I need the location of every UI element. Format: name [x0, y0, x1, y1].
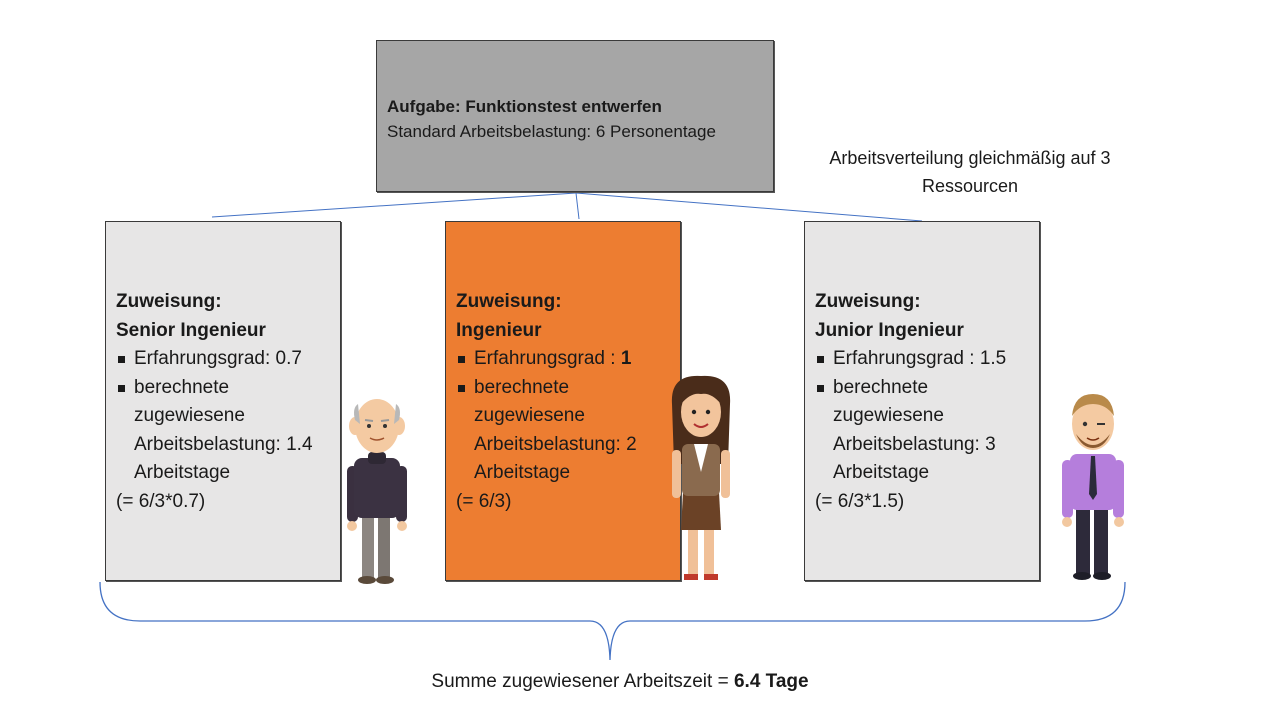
experience-value: 1 [620, 348, 632, 369]
connector-line-left [212, 193, 576, 217]
connector-line-center [576, 193, 579, 219]
resource-role: Senior Ingenieur [116, 319, 266, 341]
senior-man-icon [340, 390, 416, 586]
sum-text [300, 668, 940, 696]
resource-role: Junior Ingenieur [815, 319, 964, 341]
experience-item: Erfahrungsgrad: 0.7 [116, 345, 330, 374]
workload-item: berechnete zugewiesene Arbeitsbelastung: 3 Arbeitstage [815, 374, 1029, 488]
resource-heading: Zuweisung: [815, 291, 921, 312]
sum-bracket [100, 582, 1125, 660]
experience-value: 0.7 [275, 348, 302, 369]
workload-item: berechnete zugewiesene Arbeitsbelastung: 1.4 Arbeitstage [116, 374, 330, 488]
resource-box-junior [804, 221, 1040, 581]
resource-role: Ingenieur [456, 319, 542, 341]
workload-value: 1.4 Arbeitstage [134, 433, 313, 483]
experience-item: Erfahrungsgrad : 1 [456, 345, 670, 374]
task-workload: Standard Arbeitsbelastung: 6 Personentage [387, 122, 716, 141]
distribution-note: Arbeitsverteilung gleichmäßig auf 3 Ressourcen [829, 148, 1111, 196]
sum-value: 6.4 Tage [733, 671, 809, 692]
woman-icon [666, 374, 736, 584]
workload-item: berechnete zugewiesene Arbeitsbelastung: 2 Arbeitstage [456, 374, 670, 488]
formula: (= 6/3*1.5) [815, 490, 905, 512]
task-box [376, 40, 774, 192]
formula: (= 6/3*0.7) [116, 490, 206, 512]
resource-box-senior [105, 221, 341, 581]
experience-item: Erfahrungsgrad : 1.5 [815, 345, 1029, 374]
workload-value: 3 Arbeitstage [833, 433, 996, 483]
resource-heading: Zuweisung: [456, 291, 562, 312]
task-title: Aufgabe: Funktionstest entwerfen [387, 97, 662, 116]
young-man-icon [1058, 390, 1128, 582]
resource-heading: Zuweisung: [116, 291, 222, 312]
experience-value: 1.5 [979, 348, 1007, 369]
workload-value: 2 Arbeitstage [474, 433, 637, 483]
sum-label: Summe zugewiesener Arbeitszeit = [431, 671, 729, 692]
resource-box-engineer [445, 221, 681, 581]
formula: (= 6/3) [456, 490, 512, 512]
